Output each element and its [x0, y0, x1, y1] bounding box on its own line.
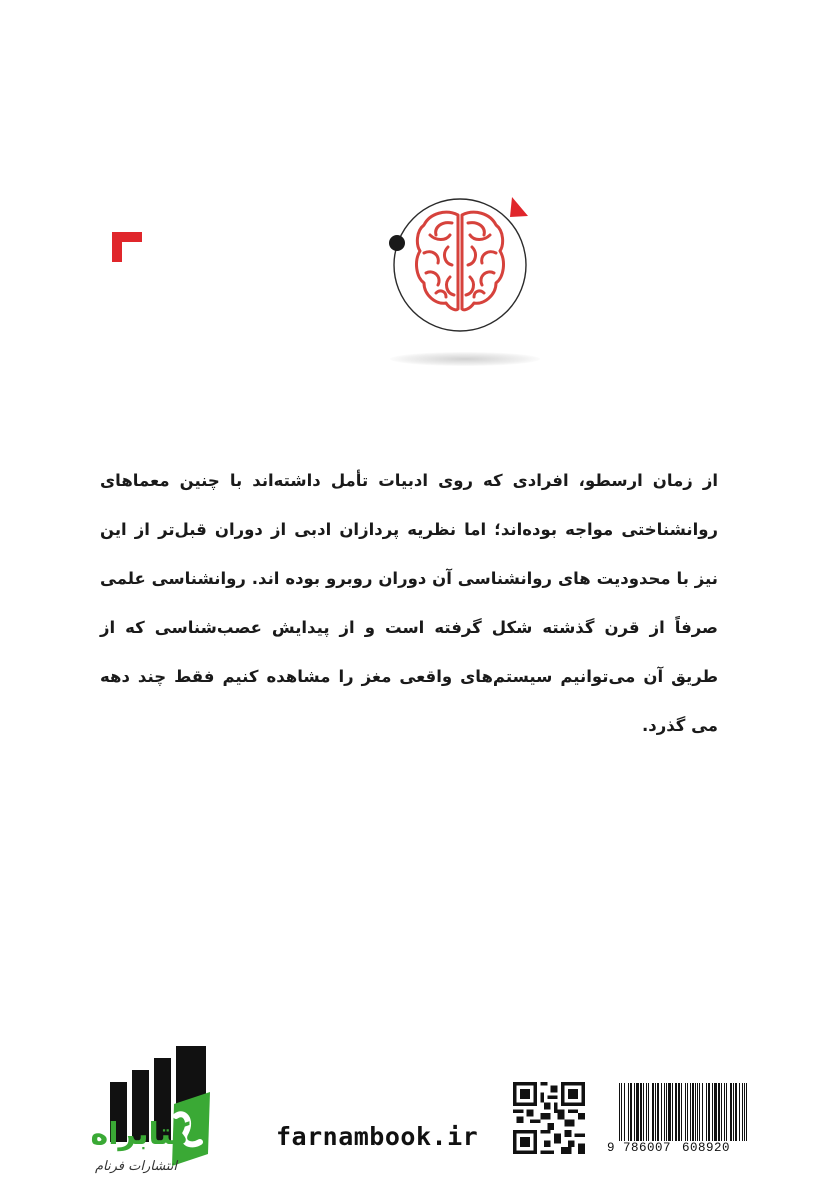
barcode-bar	[697, 1083, 698, 1141]
barcode-bar	[666, 1083, 667, 1141]
barcode-bar	[664, 1083, 665, 1141]
barcode-bar	[724, 1083, 725, 1141]
barcode-bar	[735, 1083, 737, 1141]
publisher-signature: انتشارات فرنام	[95, 1159, 177, 1174]
barcode-bar	[643, 1083, 644, 1141]
publisher-logo	[40, 1044, 220, 1174]
barcode-bar	[672, 1083, 673, 1141]
barcode-bar	[661, 1083, 662, 1141]
barcode-bar	[692, 1083, 694, 1141]
barcode-bar	[695, 1083, 696, 1141]
barcode-bar	[721, 1083, 722, 1141]
barcode-bar	[655, 1083, 656, 1141]
barcode-bar	[702, 1083, 703, 1141]
isbn-first-digit: 9	[607, 1141, 615, 1155]
barcode-bar	[646, 1083, 647, 1141]
barcode-bar	[708, 1083, 710, 1141]
brain-emblem-icon	[380, 185, 540, 345]
barcode-bar	[657, 1083, 659, 1141]
barcode-bar	[733, 1083, 734, 1141]
isbn-right-group: 608920	[682, 1141, 731, 1155]
barcode-bar	[739, 1083, 740, 1141]
barcode-bar	[640, 1083, 642, 1141]
barcode-bar	[699, 1083, 700, 1141]
corner-mark-icon	[112, 232, 142, 262]
isbn-left-group: 786007	[623, 1141, 672, 1155]
qr-code-icon	[513, 1082, 585, 1154]
blurb-paragraph: از زمان ارسطو، افرادی که روی ادبیات تأمل داشته‌اند با چنین معماهای روانشناختی مواجه بوده‌اند؛ اما نظریه پردازان ادبی از دوران قبل‌تر از این نیز با محدودیت های روانشناسی آن دوران روبرو بوده اند. روانشناسی علمی صرفاً از قرن گذشته شکل گرفته است و از پیدایش عصب‌شناسی که از طریق آن می‌توانیم سیستم‌های واقعی مغز را مشاهده کنیم فقط چند دهه می گذرد.	[100, 471, 718, 735]
barcode-bar	[685, 1083, 686, 1141]
barcode-bar	[668, 1083, 671, 1141]
isbn-barcode	[607, 1079, 747, 1159]
barcode-bar	[619, 1083, 620, 1141]
barcode-bar	[621, 1083, 622, 1141]
barcode-bar	[718, 1083, 720, 1141]
barcode-bar	[624, 1083, 625, 1141]
barcode-bar	[648, 1083, 649, 1141]
barcode-bar	[714, 1083, 717, 1141]
barcode-bar	[726, 1083, 727, 1141]
barcode-bar	[730, 1083, 732, 1141]
barcode-bar	[746, 1083, 747, 1141]
barcode-bar	[742, 1083, 743, 1141]
barcode-bar	[712, 1083, 713, 1141]
barcode-digits	[607, 1141, 747, 1157]
barcode-bar	[706, 1083, 707, 1141]
emblem-shadow	[390, 352, 540, 366]
website-url[interactable]: farnambook.ir	[276, 1122, 479, 1151]
blurb-text	[100, 456, 718, 750]
barcode-bar	[675, 1083, 677, 1141]
barcode-bar	[628, 1083, 629, 1141]
barcode-bars	[619, 1083, 747, 1141]
barcode-bar	[634, 1083, 635, 1141]
barcode-bar	[636, 1083, 639, 1141]
barcode-bar	[687, 1083, 688, 1141]
barcode-bar	[744, 1083, 745, 1141]
barcode-bar	[681, 1083, 682, 1141]
barcode-bar	[678, 1083, 680, 1141]
barcode-bar	[652, 1083, 654, 1141]
barcode-bar	[630, 1083, 632, 1141]
publisher-wordmark: کتابراه	[90, 1117, 190, 1152]
barcode-bar	[690, 1083, 691, 1141]
